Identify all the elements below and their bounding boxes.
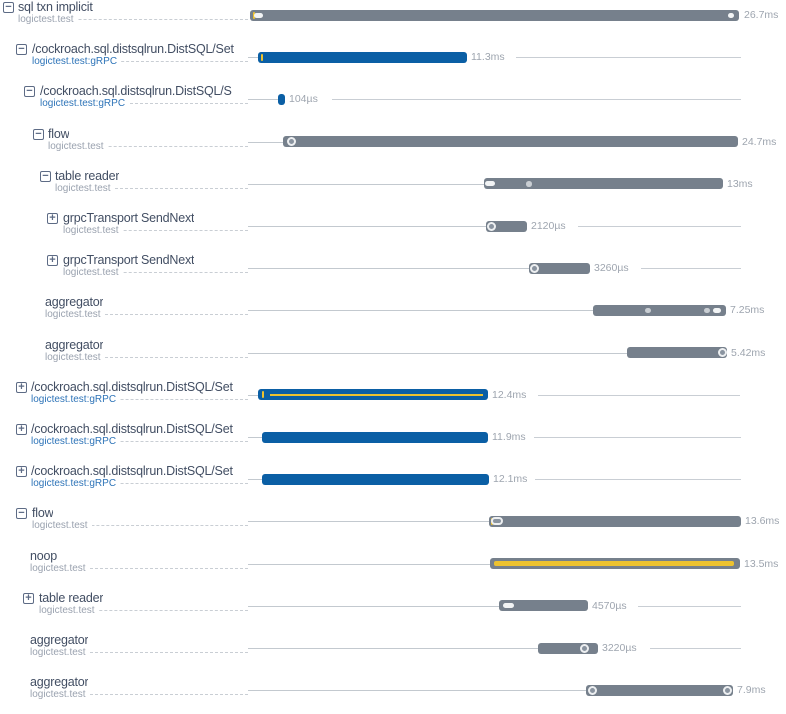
span-duration-bar[interactable] <box>586 685 733 696</box>
span-duration-label: 26.7ms <box>744 9 779 21</box>
span-title[interactable]: /cockroach.sql.distsqlrun.DistSQL/Set <box>31 423 233 436</box>
log-event-marker-dot <box>718 348 727 357</box>
log-event-marker-pill <box>503 603 514 608</box>
span-title[interactable]: grpcTransport SendNext <box>63 254 195 268</box>
span-duration-label: 104µs <box>289 93 318 106</box>
span-subtitle: logictest.test <box>63 225 123 236</box>
span-title[interactable]: table reader <box>55 169 120 183</box>
log-event-marker-dot <box>526 181 532 187</box>
trace-span-row <box>0 121 786 163</box>
span-subtitle: logictest.test:gRPC <box>32 56 121 67</box>
trace-span-row <box>0 500 786 542</box>
span-title[interactable]: grpcTransport SendNext <box>63 212 195 225</box>
span-duration-label: 3220µs <box>602 642 637 654</box>
trailing-line <box>578 226 741 227</box>
trailing-line <box>534 437 741 438</box>
span-duration-label: 12.4ms <box>492 388 527 401</box>
span-duration-label: 11.9ms <box>492 431 526 443</box>
event-duration-stripe <box>270 394 483 396</box>
connector-line <box>248 226 486 227</box>
span-subtitle: logictest.test <box>30 647 90 658</box>
trace-span-row <box>0 332 786 374</box>
log-event-marker-dot <box>704 308 710 314</box>
connector-line <box>248 353 627 354</box>
span-subtitle: logictest.test:gRPC <box>31 394 120 405</box>
span-duration-label: 24.7ms <box>742 135 777 148</box>
connector-line <box>248 395 258 396</box>
span-duration-bar[interactable] <box>538 643 598 654</box>
expand-toggle-icon[interactable]: + <box>47 255 58 266</box>
span-duration-label: 12.1ms <box>493 473 528 486</box>
trace-span-row <box>0 627 786 669</box>
connector-line <box>248 310 593 311</box>
span-title[interactable]: sql txn implicit <box>18 1 93 14</box>
trailing-line <box>638 606 741 607</box>
log-event-marker-dot <box>287 137 296 146</box>
span-subtitle: logictest.test <box>18 14 78 25</box>
log-event-marker-pill <box>485 181 495 186</box>
log-event-marker-dot <box>487 222 496 231</box>
span-title[interactable]: table reader <box>39 591 104 605</box>
trailing-line <box>641 268 741 269</box>
trailing-line <box>535 479 741 480</box>
span-duration-label: 13.6ms <box>745 515 780 528</box>
connector-line <box>248 142 283 143</box>
expand-toggle-icon[interactable]: + <box>16 382 27 393</box>
trace-span-row <box>0 163 786 205</box>
connector-line <box>248 479 262 480</box>
log-event-marker-dot <box>588 686 597 695</box>
span-duration-bar[interactable] <box>283 136 738 147</box>
span-title[interactable]: noop <box>30 549 58 563</box>
span-title[interactable]: flow <box>32 507 54 521</box>
span-duration-label: 7.25ms <box>730 304 765 317</box>
collapse-toggle-icon[interactable]: − <box>16 44 27 55</box>
collapse-toggle-icon[interactable]: − <box>40 171 51 182</box>
connector-line <box>248 648 538 649</box>
start-event-tick <box>261 54 263 61</box>
trailing-line <box>538 395 740 396</box>
log-event-marker-dot <box>645 308 651 314</box>
connector-line <box>248 99 278 100</box>
span-duration-bar[interactable] <box>627 347 727 358</box>
span-title[interactable]: aggregator <box>45 338 104 352</box>
span-subtitle: logictest.test <box>39 605 99 616</box>
trailing-line <box>516 57 741 58</box>
trace-span-row <box>0 78 786 120</box>
span-duration-bar[interactable] <box>258 52 467 63</box>
trace-span-row <box>0 458 786 500</box>
trace-span-row <box>0 543 786 585</box>
span-title[interactable]: /cockroach.sql.distsqlrun.DistSQL/S <box>40 85 232 99</box>
connector-line <box>248 268 529 269</box>
span-duration-label: 3260µs <box>594 262 629 275</box>
connector-line <box>248 564 490 565</box>
span-subtitle: logictest.test:gRPC <box>31 478 120 489</box>
collapse-toggle-icon[interactable]: − <box>16 508 27 519</box>
connector-line <box>248 690 586 691</box>
expand-toggle-icon[interactable]: + <box>23 593 34 604</box>
span-duration-label: 2120µs <box>531 220 566 232</box>
trace-span-row <box>0 289 786 331</box>
span-duration-bar[interactable] <box>490 558 740 569</box>
span-duration-bar[interactable] <box>258 389 488 400</box>
connector-line <box>248 606 499 607</box>
span-duration-label: 4570µs <box>592 599 627 612</box>
expand-toggle-icon[interactable]: + <box>16 424 27 435</box>
trace-span-row <box>0 247 786 289</box>
log-event-marker-dot <box>580 644 589 653</box>
event-duration-fill <box>494 561 734 566</box>
trace-span-row <box>0 585 786 627</box>
span-duration-bar[interactable] <box>250 10 739 21</box>
span-title[interactable]: /cockroach.sql.distsqlrun.DistSQL/Set <box>31 380 233 394</box>
span-duration-bar[interactable] <box>262 474 489 485</box>
span-subtitle: logictest.test <box>55 183 115 194</box>
trailing-line <box>332 99 741 100</box>
span-title[interactable]: /cockroach.sql.distsqlrun.DistSQL/Set <box>32 43 234 57</box>
span-duration-label: 11.3ms <box>471 51 505 64</box>
span-duration-bar[interactable] <box>484 178 723 189</box>
span-subtitle: logictest.test <box>30 563 90 574</box>
span-subtitle: logictest.test:gRPC <box>40 98 129 109</box>
span-subtitle: logictest.test <box>45 352 105 363</box>
collapse-toggle-icon[interactable]: − <box>24 86 35 97</box>
span-duration-label: 5.42ms <box>731 346 766 359</box>
log-event-marker-dot <box>723 686 732 695</box>
log-event-marker-pill <box>254 13 263 18</box>
span-subtitle: logictest.test <box>48 141 108 152</box>
span-subtitle: logictest.test <box>45 309 105 320</box>
span-duration-bar[interactable] <box>262 432 488 443</box>
log-event-marker-pill <box>728 13 734 18</box>
span-title[interactable]: flow <box>48 127 70 141</box>
trace-span-row <box>0 205 786 247</box>
span-duration-bar[interactable] <box>489 516 741 527</box>
span-duration-label: 13ms <box>727 177 753 190</box>
log-event-marker-pill <box>491 517 503 525</box>
collapse-toggle-icon[interactable]: − <box>3 2 14 13</box>
start-event-tick <box>262 391 264 398</box>
span-duration-label: 13.5ms <box>744 557 779 570</box>
trace-span-row <box>0 0 786 36</box>
span-title[interactable]: aggregator <box>45 296 104 310</box>
trailing-line <box>650 648 741 649</box>
log-event-marker-pill <box>713 308 721 313</box>
span-subtitle: logictest.test <box>63 267 123 278</box>
trace-span-row <box>0 416 786 458</box>
expand-toggle-icon[interactable]: + <box>47 213 58 224</box>
connector-line <box>248 184 484 185</box>
span-duration-label: 7.9ms <box>737 684 766 697</box>
trace-span-row <box>0 374 786 416</box>
expand-toggle-icon[interactable]: + <box>16 466 27 477</box>
connector-line <box>248 521 489 522</box>
log-event-marker-dot <box>530 264 539 273</box>
connector-line <box>248 437 262 438</box>
trace-span-row <box>0 36 786 78</box>
span-subtitle: logictest.test:gRPC <box>31 436 120 447</box>
span-subtitle: logictest.test <box>32 520 92 531</box>
span-title[interactable]: aggregator <box>30 676 89 690</box>
span-duration-bar[interactable] <box>278 94 285 105</box>
span-title[interactable]: aggregator <box>30 634 89 647</box>
span-subtitle: logictest.test <box>30 689 90 700</box>
span-title[interactable]: /cockroach.sql.distsqlrun.DistSQL/Set <box>31 465 233 479</box>
trace-span-row <box>0 669 786 711</box>
collapse-toggle-icon[interactable]: − <box>33 129 44 140</box>
connector-line <box>248 57 258 58</box>
